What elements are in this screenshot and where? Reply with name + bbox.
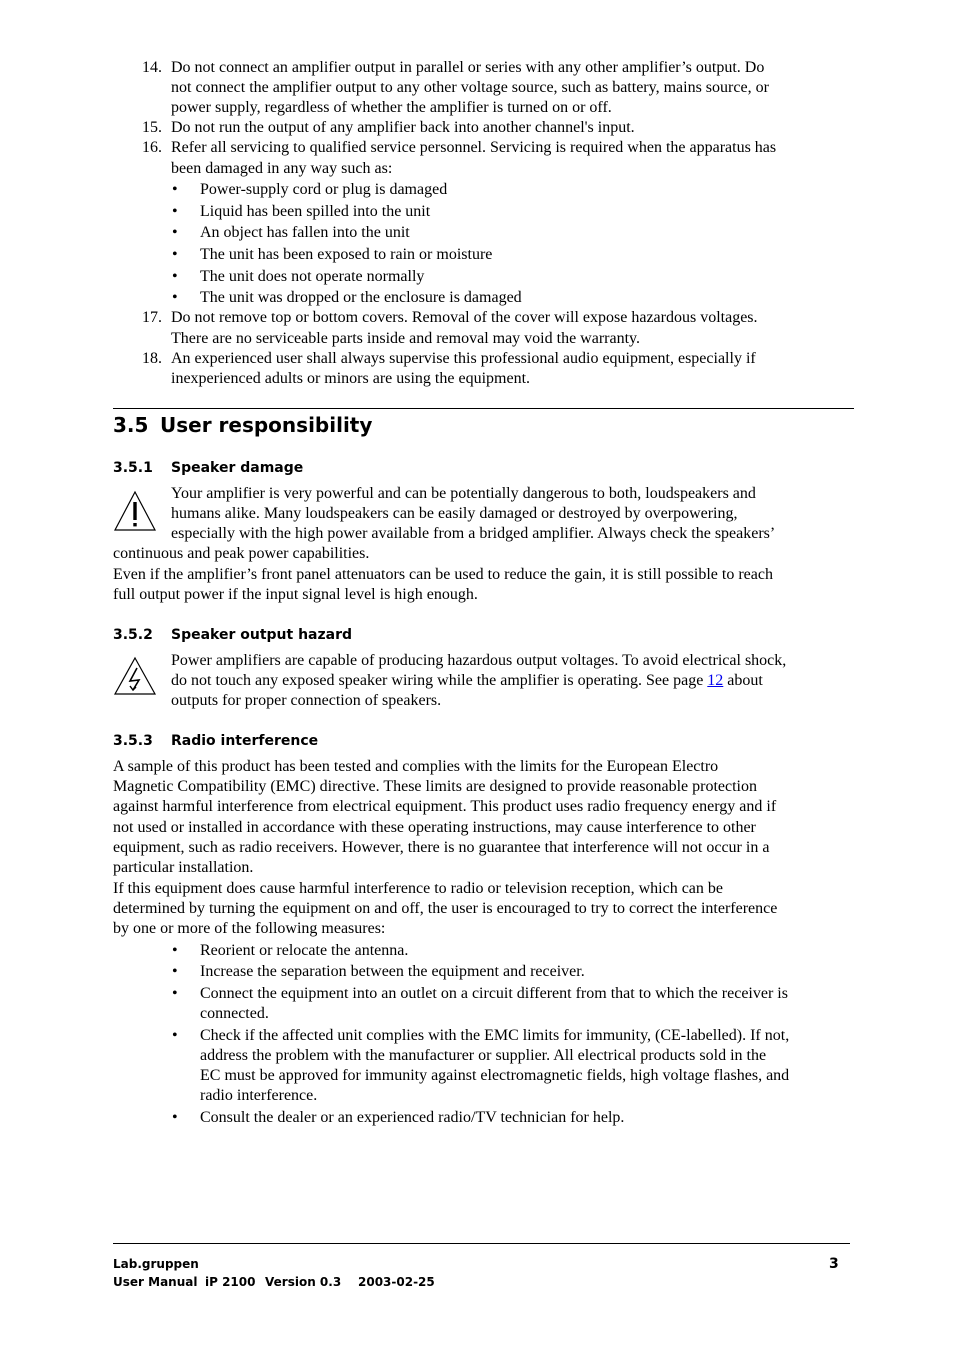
bullet: • [172, 181, 178, 198]
paragraph-line: particular installation. [113, 859, 254, 876]
list-text: The unit does not operate normally [200, 268, 425, 285]
list-text: Consult the dealer or an experienced radio/TV technician for help. [200, 1109, 625, 1126]
subsection-title: Radio interference [171, 733, 319, 749]
item-number: 17. [142, 309, 162, 326]
paragraph-line: humans alike. Many loudspeakers can be easily damaged or destroyed by overpowering, [171, 505, 738, 522]
list-text: Refer all servicing to qualified service personnel. Servicing is required when the apparatus has [171, 139, 777, 156]
list-text: There are no serviceable parts inside and removal may void the warranty. [171, 330, 640, 347]
bullet: • [172, 1109, 178, 1126]
paragraph-line: A sample of this product has been tested and complies with the limits for the European Electro [113, 758, 719, 775]
section-divider [113, 408, 854, 409]
list-text: Reorient or relocate the antenna. [200, 942, 409, 959]
list-text: Connect the equipment into an outlet on a circuit different from that to which the receiver is [200, 985, 788, 1002]
paragraph-text: do not touch any exposed speaker wiring while the amplifier is operating. See page [171, 672, 708, 689]
footer-company: Lab.gruppen [113, 1257, 199, 1271]
bullet: • [172, 268, 178, 285]
paragraph-line: continuous and peak power capabilities. [113, 545, 370, 562]
paragraph-line: equipment, such as radio receivers. However, there is no guarantee that interference will not occur in a [113, 839, 770, 856]
bullet: • [172, 203, 178, 220]
paragraph-text: about [723, 672, 763, 689]
list-text: Do not connect an amplifier output in parallel or series with any other amplifier’s output. Do [171, 59, 765, 76]
paragraph-line: especially with the high power available from a bridged amplifier. Always check the speakers’ [171, 525, 776, 542]
subsection-number: 3.5.1 [113, 460, 153, 476]
footer-version: Version 0.3 [265, 1275, 342, 1289]
electric-shock-icon [113, 656, 157, 696]
page-reference-link[interactable]: 12 [707, 672, 724, 689]
item-number: 18. [142, 350, 162, 367]
list-text: Do not run the output of any amplifier back into another channel's input. [171, 119, 635, 136]
item-number: 16. [142, 139, 162, 156]
list-text: Increase the separation between the equipment and receiver. [200, 963, 585, 980]
paragraph-line: Your amplifier is very powerful and can be potentially dangerous to both, loudspeakers and [171, 485, 756, 502]
paragraph-line: full output power if the input signal level is high enough. [113, 586, 478, 603]
bullet: • [172, 1027, 178, 1044]
list-text: not connect the amplifier output to any other voltage source, such as battery, mains source, or [171, 79, 769, 96]
page-number: 3 [829, 1256, 839, 1272]
section-number: 3.5 [113, 413, 149, 437]
paragraph-line: Even if the amplifier’s front panel attenuators can be used to reduce the gain, it is still possible to reach [113, 566, 773, 583]
footer-manual: User Manual [113, 1275, 198, 1289]
paragraph-line: against harmful interference from electrical equipment. This product uses radio frequency energy and if [113, 798, 777, 815]
section-title: User responsibility [160, 413, 373, 437]
list-text: EC must be approved for immunity against electromagnetic fields, high voltage flashes, and [200, 1067, 790, 1084]
item-number: 15. [142, 119, 162, 136]
list-text: been damaged in any way such as: [171, 160, 393, 177]
subsection-number: 3.5.3 [113, 733, 153, 749]
paragraph-line: outputs for proper connection of speakers. [171, 692, 442, 709]
paragraph-line: Magnetic Compatibility (EMC) directive. These limits are designed to provide reasonable protection [113, 778, 757, 795]
subsection-number: 3.5.2 [113, 627, 153, 643]
warning-triangle-icon [113, 490, 157, 532]
list-text: inexperienced adults or minors are using the equipment. [171, 370, 531, 387]
bullet: • [172, 224, 178, 241]
bullet: • [172, 246, 178, 263]
list-text: address the problem with the manufacturer or supplier. All electrical products sold in the [200, 1047, 767, 1064]
paragraph-line: determined by turning the equipment on and off, the user is encouraged to try to correct the interference [113, 900, 778, 917]
list-text: Power-supply cord or plug is damaged [200, 181, 448, 198]
list-text: radio interference. [200, 1087, 318, 1104]
bullet: • [172, 289, 178, 306]
paragraph-line: If this equipment does cause harmful interference to radio or television reception, which can be [113, 880, 723, 897]
list-text: An experienced user shall always supervise this professional audio equipment, especially if [171, 350, 756, 367]
paragraph-line: Power amplifiers are capable of producing hazardous output voltages. To avoid electrical shock, [171, 652, 787, 669]
list-text: Liquid has been spilled into the unit [200, 203, 431, 220]
subsection-title: Speaker damage [171, 460, 304, 476]
footer-divider [113, 1243, 850, 1244]
list-text: An object has fallen into the unit [200, 224, 410, 241]
bullet: • [172, 963, 178, 980]
list-text: Do not remove top or bottom covers. Removal of the cover will expose hazardous voltages. [171, 309, 758, 326]
subsection-title: Speaker output hazard [171, 627, 353, 643]
footer-date: 2003-02-25 [358, 1275, 435, 1289]
list-text: power supply, regardless of whether the amplifier is turned on or off. [171, 99, 612, 116]
list-text: connected. [200, 1005, 269, 1022]
paragraph-line: by one or more of the following measures: [113, 920, 386, 937]
list-text: The unit has been exposed to rain or moisture [200, 246, 493, 263]
list-text: Check if the affected unit complies with the EMC limits for immunity, (CE-labelled). If not, [200, 1027, 790, 1044]
paragraph-line [171, 671, 763, 691]
bullet: • [172, 985, 178, 1002]
footer-model: iP 2100 [205, 1275, 256, 1289]
paragraph-line: not used or installed in accordance with these operating instructions, may cause interference to other [113, 819, 756, 836]
item-number: 14. [142, 59, 162, 76]
list-text: The unit was dropped or the enclosure is damaged [200, 289, 522, 306]
bullet: • [172, 942, 178, 959]
